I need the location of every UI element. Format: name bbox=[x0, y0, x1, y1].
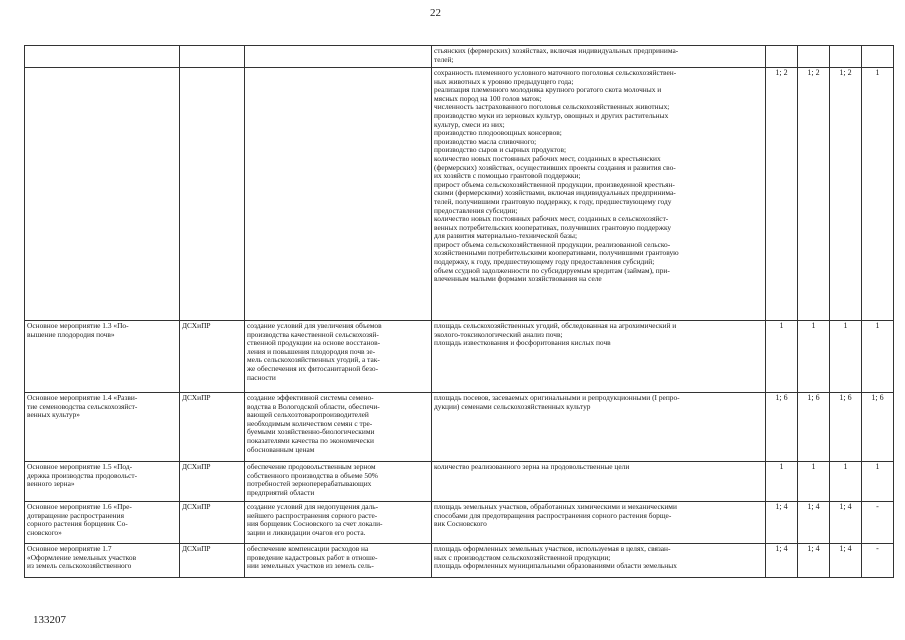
value-cell: 1; 6 bbox=[798, 393, 830, 462]
value-cell: 1; 2 bbox=[830, 68, 862, 321]
value-cell: 1; 4 bbox=[798, 544, 830, 578]
table-row bbox=[25, 462, 894, 502]
value-cell: 1; 2 bbox=[798, 68, 830, 321]
value-cell: 1 bbox=[798, 462, 830, 502]
value-cell bbox=[798, 46, 830, 68]
value-cell: 1; 4 bbox=[766, 502, 798, 544]
event-cell: Основное мероприятие 1.7 «Оформление земельных участков из земель сельскохозяйственного bbox=[25, 544, 180, 578]
table-row bbox=[25, 321, 894, 393]
value-cell: 1; 4 bbox=[830, 544, 862, 578]
result-cell: создание условий для недопущения даль- нейшего распространения сорного расте- ния борщевик Сосновского за счет локали- зации и ликвидации очагов его роста. bbox=[245, 502, 432, 544]
event-cell bbox=[25, 46, 180, 68]
value-cell: 1 bbox=[766, 462, 798, 502]
value-cell: 1; 4 bbox=[766, 544, 798, 578]
event-cell: Основное мероприятие 1.5 «Под- держка производства продовольст- венного зерна» bbox=[25, 462, 180, 502]
value-cell: 1 bbox=[862, 321, 894, 393]
event-cell: Основное мероприятие 1.3 «По- вышение плодородия почв» bbox=[25, 321, 180, 393]
indicators-cell: площадь сельскохозяйственных угодий, обследованная на агрохимический и эколого-токсикологический анализ почв; площадь известкования и фосфоритования кислых почв bbox=[432, 321, 766, 393]
executor-cell bbox=[180, 68, 245, 321]
value-cell: 1; 2 bbox=[766, 68, 798, 321]
value-cell: 1; 4 bbox=[798, 502, 830, 544]
value-cell: 1 bbox=[766, 321, 798, 393]
executor-cell: ДСХиПР bbox=[180, 502, 245, 544]
value-cell bbox=[830, 46, 862, 68]
value-cell bbox=[766, 46, 798, 68]
result-cell: создание условий для увеличения объемов производства качественной сельскохозяй- ственной продукции на основе восстанов- ления и повышения плодородия почв зе- мель сельскохозяйственных угодий, а так- же обеспечения их фитосанитарной безо- пасности bbox=[245, 321, 432, 393]
executor-cell bbox=[180, 46, 245, 68]
indicators-cell: площадь земельных участков, обработанных химическими и механическими способами для предотвращения распространения сорного растения борще- вик Сосновского bbox=[432, 502, 766, 544]
indicators-cell: количество реализованного зерна на продовольственные цели bbox=[432, 462, 766, 502]
value-cell: - bbox=[862, 502, 894, 544]
value-cell: 1 bbox=[798, 321, 830, 393]
page-number: 22 bbox=[430, 7, 441, 19]
executor-cell: ДСХиПР bbox=[180, 393, 245, 462]
indicators-cell: площадь оформленных земельных участков, используемая в целях, связан- ных с производством сельскохозяйственной продукции; площадь оформленных муниципальными образованиями области земельных bbox=[432, 544, 766, 578]
result-cell: обеспечение компенсации расходов на проведение кадастровых работ в отноше- нии земельных участков из земель сель- bbox=[245, 544, 432, 578]
executor-cell: ДСХиПР bbox=[180, 462, 245, 502]
executor-cell: ДСХиПР bbox=[180, 321, 245, 393]
value-cell: 1 bbox=[830, 321, 862, 393]
value-cell bbox=[862, 46, 894, 68]
table-row bbox=[25, 46, 894, 68]
value-cell: 1 bbox=[862, 68, 894, 321]
value-cell: 1; 6 bbox=[766, 393, 798, 462]
activities-table bbox=[24, 45, 894, 578]
value-cell: 1; 6 bbox=[830, 393, 862, 462]
value-cell: 1 bbox=[830, 462, 862, 502]
event-cell bbox=[25, 68, 180, 321]
event-cell: Основное мероприятие 1.6 «Пре- дотвращение распространения сорного растения борщевик Со- сновского» bbox=[25, 502, 180, 544]
event-cell: Основное мероприятие 1.4 «Разви- тие семеноводства сельскохозяйст- венных культур» bbox=[25, 393, 180, 462]
indicators-cell: площадь посевов, засеваемых оригинальными и репродукционными (I репро- дукции) семенами сельскохозяйственных культур bbox=[432, 393, 766, 462]
result-cell bbox=[245, 68, 432, 321]
result-cell: обеспечение продовольственным зерном собственного производства в объеме 50% потребностей зерноперерабатывающих предприятий области bbox=[245, 462, 432, 502]
document-code: 133207 bbox=[33, 614, 66, 626]
indicators-cell: сохранность племенного условного маточного поголовья сельскохозяйствен- ных животных к уровню предыдущего года; реализация племенного молодняка крупного рогатого скота молочных и мясных пород на 100 голов маток; численность застрахованного поголовья сельскохозяйственных животных; производство муки из зерновых культур, овощных и других растительных культур, смеси из них; производство плодоовощных консервов; производство масла сливочного; производство сыров и сырных продуктов; количество новых постоянных рабочих мест, созданных в крестьянских (фермерских) хозяйствах, осуществивших проекты создания и развития сво- их хозяйств с помощью грантовой поддержки; прирост объема сельскохозяйственной продукции, произведенной крестьян- скими (фермерскими) хозяйствами, включая индивидуальных предпринима- телей, получившими грантовую поддержку, к году, предшествующему году предоставления субсидии; количество новых постоянных рабочих мест, созданных в сельскохозяйст- венных потребительских кооперативах, получивших грантовую поддержку для развития материально-технической базы; прирост объема сельскохозяйственной продукции, реализованной сельско- хозяйственными потребительскими кооперативами, получившими грантовую поддержку, к году, предшествующему году предоставления субсидий; объем ссудной задолженности по субсидируемым кредитам (займам), при- влеченным малыми формами хозяйствования на селе bbox=[432, 68, 766, 321]
table-row bbox=[25, 544, 894, 578]
value-cell: 1 bbox=[862, 462, 894, 502]
executor-cell: ДСХиПР bbox=[180, 544, 245, 578]
indicators-cell: стьянских (фермерских) хозяйствах, включая индивидуальных предпринима- телей; bbox=[432, 46, 766, 68]
value-cell: - bbox=[862, 544, 894, 578]
value-cell: 1; 6 bbox=[862, 393, 894, 462]
result-cell: создание эффективной системы семено- водства в Вологодской области, обеспечи- вающей сельхозтоваропроизводителей необходимым количеством семян с тре- буемыми хозяйственно-биологическими показателями качества по экономически обоснованным ценам bbox=[245, 393, 432, 462]
value-cell: 1; 4 bbox=[830, 502, 862, 544]
table-row bbox=[25, 68, 894, 321]
table-row bbox=[25, 393, 894, 462]
result-cell bbox=[245, 46, 432, 68]
table-row bbox=[25, 502, 894, 544]
